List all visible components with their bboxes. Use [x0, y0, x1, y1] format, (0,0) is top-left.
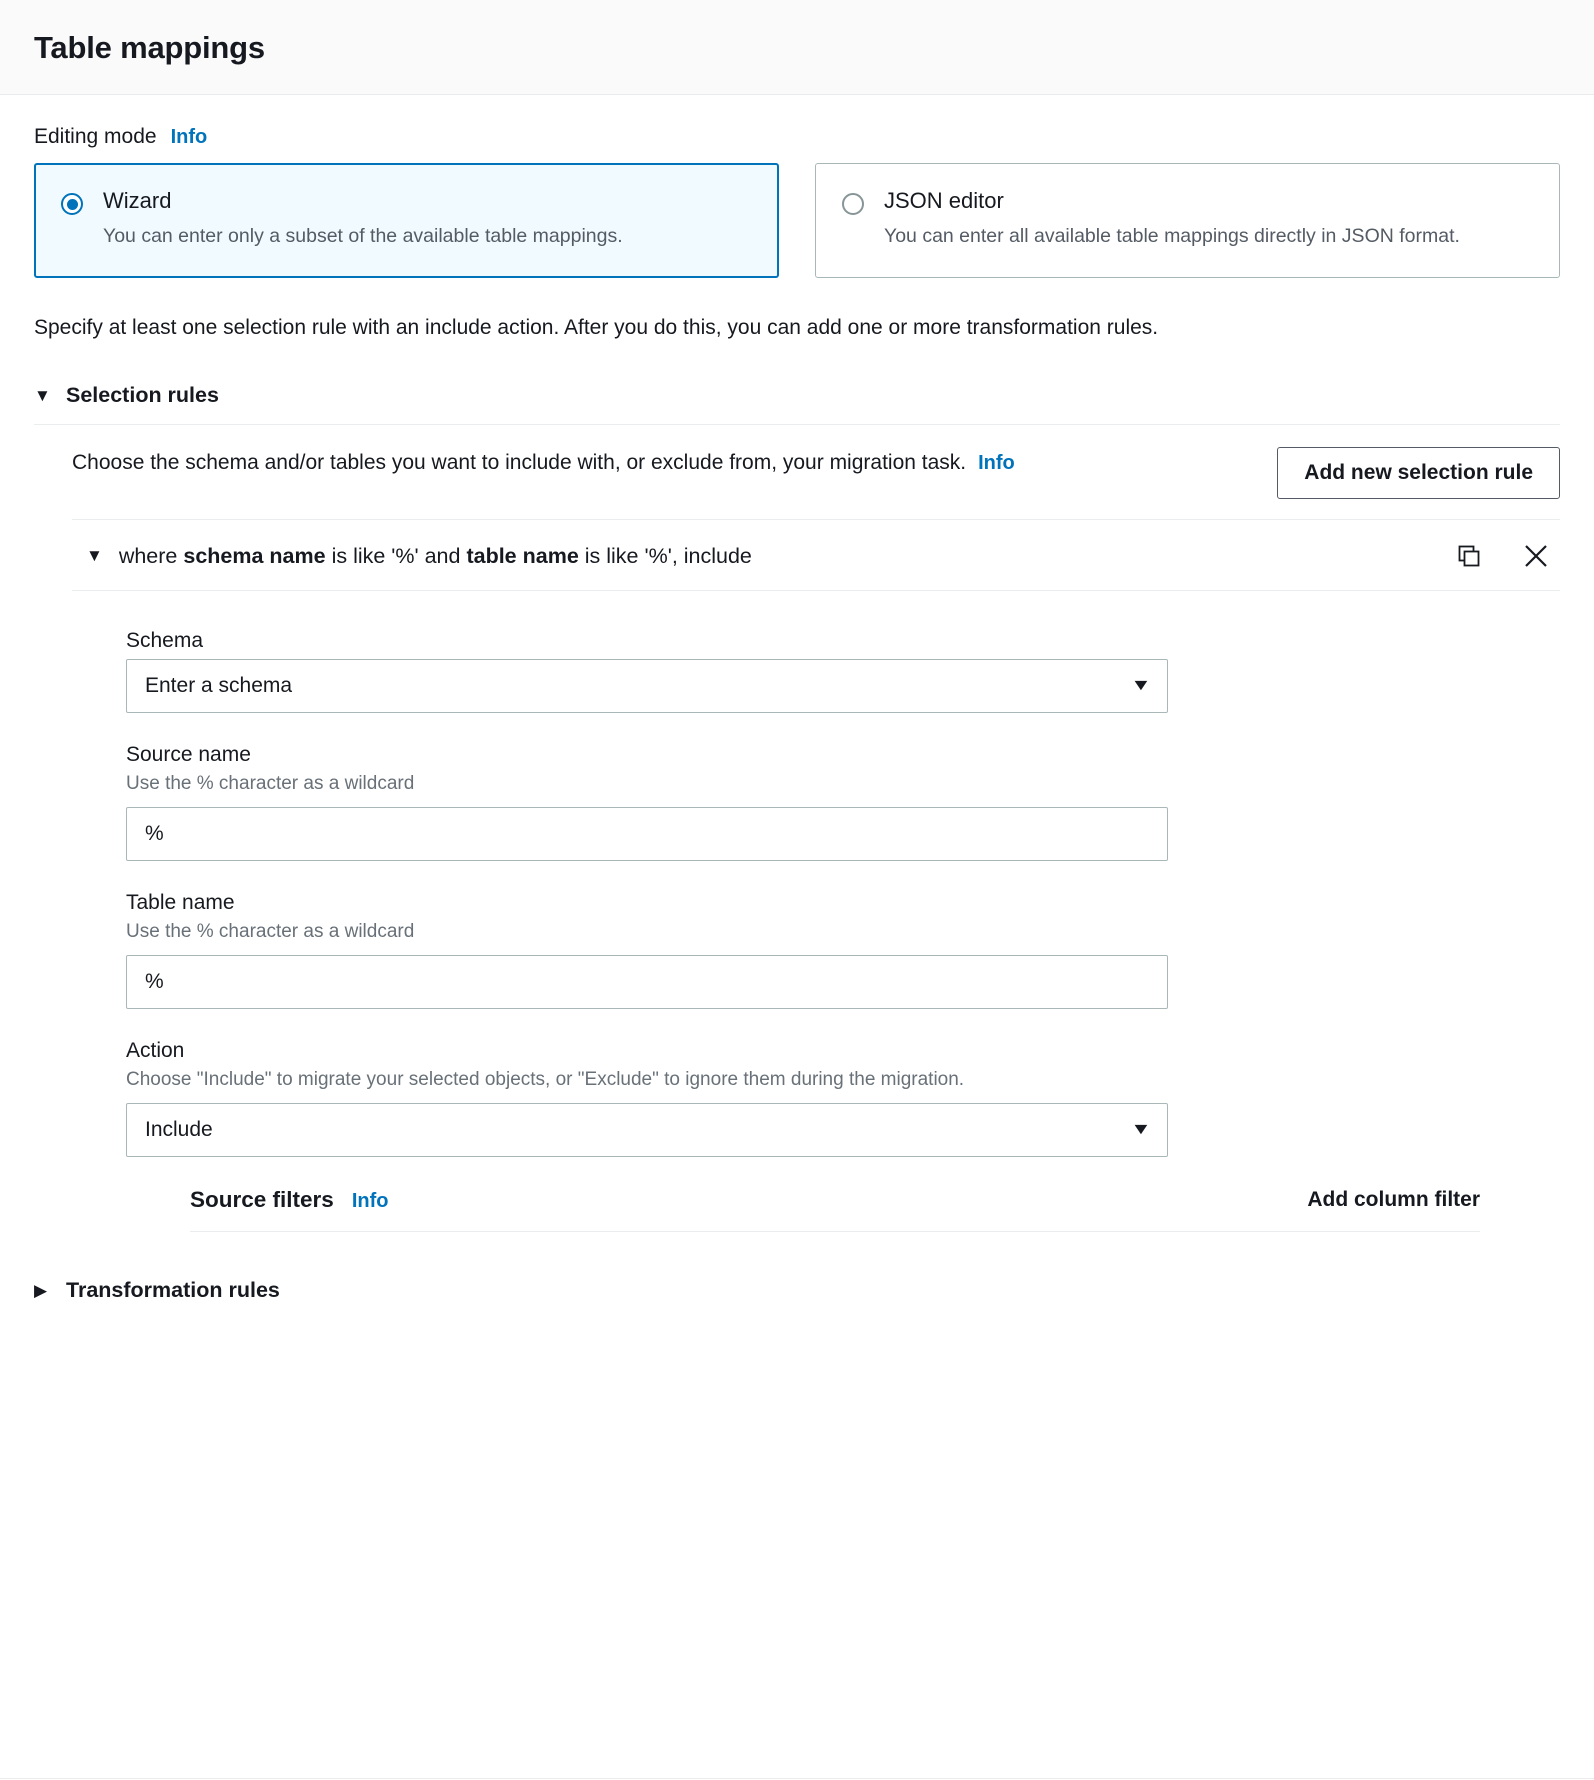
chevron-down-icon-rule[interactable]: ▼: [86, 546, 103, 566]
table-name-hint: Use the % character as a wildcard: [126, 921, 415, 943]
action-hint: Choose "Include" to migrate your selected objects, or "Exclude" to ignore them during the migration.: [126, 1069, 965, 1091]
action-field-group: [126, 1039, 1560, 1157]
editing-mode-options: [34, 163, 1560, 278]
selection-rule-summary: [119, 544, 1456, 569]
page-title: Table mappings: [34, 30, 265, 65]
selection-rules-info-link[interactable]: Info: [978, 452, 1015, 475]
radio-wizard[interactable]: [61, 193, 83, 215]
radio-json-editor[interactable]: [842, 193, 864, 215]
table-name-label: Table name: [126, 891, 235, 915]
selection-rules-header[interactable]: [34, 383, 1560, 425]
schema-select-value: Enter a schema: [145, 674, 293, 698]
rule-summary-schema-label: schema name: [183, 543, 326, 568]
rule-summary-table-label: table name: [466, 543, 579, 568]
selection-rules-section: [34, 383, 1560, 1232]
chevron-right-icon[interactable]: ▶: [34, 1281, 48, 1301]
editing-mode-option-json-editor-description: You can enter all available table mappings directly in JSON format.: [884, 225, 1460, 248]
rule-summary-mid: is like '%' and: [325, 543, 467, 568]
editing-mode-option-wizard-description: You can enter only a subset of the available table mappings.: [103, 225, 623, 248]
copy-icon[interactable]: [1456, 543, 1482, 569]
transformation-rules-header[interactable]: [34, 1278, 1560, 1319]
chevron-down-icon-schema: ▼: [1130, 677, 1152, 695]
selection-rule-header[interactable]: [72, 520, 1560, 591]
chevron-down-icon-action: ▼: [1130, 1121, 1152, 1139]
transformation-rules-section: [34, 1278, 1560, 1365]
selection-rules-description: Choose the schema and/or tables you want to include with, or exclude from, your migration task.: [72, 451, 967, 475]
source-name-label: Source name: [126, 743, 251, 767]
transformation-rules-title: Transformation rules: [66, 1278, 280, 1303]
add-column-filter-button[interactable]: Add column filter: [1307, 1188, 1480, 1212]
editing-mode-option-json-editor-title: JSON editor: [884, 188, 1004, 213]
panel-header: [0, 0, 1594, 95]
action-select-value: Include: [145, 1118, 213, 1142]
schema-label: Schema: [126, 629, 204, 653]
schema-select[interactable]: [126, 659, 1168, 713]
selection-rule-form: [72, 591, 1560, 1157]
rule-summary-prefix: where: [118, 543, 184, 568]
action-label: Action: [126, 1039, 185, 1063]
rule-summary-suffix: is like '%', include: [578, 543, 752, 568]
table-name-field-group: [126, 891, 1560, 1009]
editing-mode-label: Editing mode: [34, 125, 157, 148]
action-select[interactable]: [126, 1103, 1168, 1157]
source-filters-title: Source filters: [190, 1187, 334, 1213]
selection-rule-actions: [1456, 542, 1560, 570]
intro-text: Specify at least one selection rule with an include action. After you do this, you can add one or more transformation rules.: [34, 315, 1159, 339]
editing-mode-info-link[interactable]: Info: [170, 126, 208, 148]
panel-body: [0, 95, 1594, 1365]
editing-mode-label-row: [34, 125, 1560, 149]
table-name-input[interactable]: [126, 955, 1168, 1009]
source-name-input[interactable]: [126, 807, 1168, 861]
source-name-field-group: [126, 743, 1560, 861]
chevron-down-icon[interactable]: ▼: [34, 386, 51, 406]
source-filters-row: [190, 1187, 1480, 1232]
schema-field-group: [126, 629, 1560, 713]
source-filters-info-link[interactable]: Info: [351, 1190, 389, 1213]
selection-rules-content: [34, 425, 1560, 1232]
add-new-selection-rule-button[interactable]: Add new selection rule: [1277, 447, 1560, 499]
selection-rules-title: Selection rules: [66, 383, 219, 408]
editing-mode-option-json-editor[interactable]: [815, 163, 1560, 278]
source-name-hint: Use the % character as a wildcard: [126, 773, 415, 795]
editing-mode-option-wizard[interactable]: [34, 163, 779, 278]
selection-rules-description-row: [72, 425, 1560, 520]
close-icon[interactable]: [1522, 542, 1550, 570]
selection-rules-description-text: [72, 447, 1015, 480]
editing-mode-option-wizard-title: Wizard: [103, 188, 172, 213]
